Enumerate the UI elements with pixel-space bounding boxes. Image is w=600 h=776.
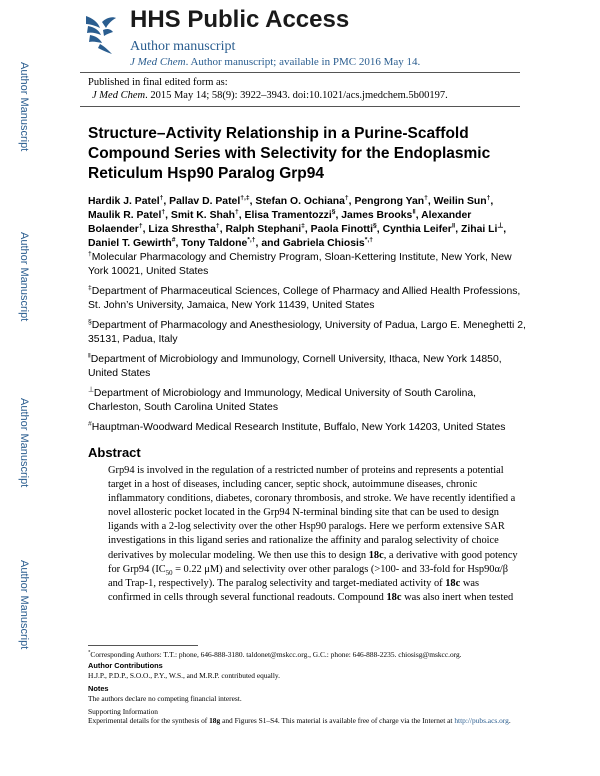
affiliation-text: Department of Pharmaceutical Sciences, College of Pharmacy and Allied Health Professions, St. John’s University, Jamaica, New York 11439, United States	[88, 286, 521, 311]
sidebar-label-2: Author Manuscript	[18, 232, 30, 322]
contributions-text: H.J.P., P.D.P., S.O.O., P.Y., W.S., and M.R.P. contributed equally.	[88, 671, 280, 680]
affiliation-text: Department of Microbiology and Immunology, Medical University of South Carolina, Charleston, South Carolina United States	[88, 388, 477, 413]
author-mark: ‖	[412, 208, 416, 216]
compound-id: 18c	[386, 591, 402, 603]
author-mark: †	[234, 208, 239, 216]
author-name: Smit K. Shah	[170, 210, 235, 221]
supporting-heading: Supporting Information	[88, 707, 158, 716]
journal-name: J Med Chem	[130, 56, 186, 68]
author-name: James Brooks	[341, 210, 413, 221]
affiliation-mark: ‡	[88, 284, 92, 292]
header-divider	[80, 72, 520, 73]
corresponding-authors	[88, 650, 528, 660]
abstract-part: was confirmed in cells through several functional readouts. Compound	[108, 577, 479, 603]
affiliation-text: Molecular Pharmacology and Chemistry Program, Sloan-Kettering Institute, New York, New York 10021, United States	[88, 252, 512, 277]
author-name: Stefan O. Ochiana	[255, 196, 345, 207]
author-list: Hardik J. Patel†, Pallav D. Patel†,‡, Stefan O. Ochiana†, Pengrong Yan†, Weilin Sun†, Maulik R. Patel†, Smit K. Shah†, Elisa Tramentozzi§, James Brooks‖, Alexander Bolaender†, Liza Shrestha†, Ralph Stephani‡, Paola Finotti§, Cynthia Leifer‖, Zihai Li⊥, Daniel T. Gewirth#, Tony Taldone*,†, and Gabriela Chiosis*,†	[88, 194, 507, 249]
author-mark: †,‡	[240, 194, 250, 202]
author-connector: and	[261, 238, 280, 249]
support-part: Experimental details for the synthesis of	[88, 716, 208, 725]
author-mark: †	[138, 222, 143, 230]
compound-id: 18c	[368, 549, 384, 561]
author-mark: †	[344, 194, 349, 202]
author-name: Gabriela Chiosis	[282, 238, 365, 249]
affiliation	[88, 319, 528, 347]
author-mark: †	[486, 194, 491, 202]
author-name: Hardik J. Patel	[88, 196, 160, 207]
affiliation	[88, 421, 528, 435]
footnote-mark: *	[88, 650, 91, 656]
affiliation	[88, 251, 528, 279]
support-compound: 18g	[209, 716, 221, 725]
affiliation-mark: ‖	[88, 352, 91, 360]
supporting-text	[88, 716, 528, 726]
author-mark: †	[159, 194, 164, 202]
affiliation-mark: ⊥	[88, 386, 94, 394]
support-part: and Figures S1–S4. This material is available free of charge via the Internet at	[222, 716, 453, 725]
author-mark: †	[424, 194, 428, 202]
citation-line	[92, 90, 448, 101]
author-name: Pallav D. Patel	[169, 196, 241, 207]
author-mark: ‖	[451, 222, 456, 230]
affiliation-text: Department of Microbiology and Immunology, Cornell University, Ithaca, New York 14850, United States	[88, 354, 502, 379]
published-label: Published in final edited form as:	[88, 77, 228, 88]
abstract-text	[108, 464, 518, 605]
author-mark: †	[161, 208, 166, 216]
contributions-heading: Author Contributions	[88, 661, 163, 670]
author-mark: ⊥	[497, 222, 504, 230]
citation-divider	[80, 106, 520, 107]
author-name: Tony Taldone	[181, 238, 248, 249]
hhs-title: HHS Public Access	[130, 6, 350, 33]
abstract-part: Grp94 is involved in the regulation of a restricted number of proteins and represents a potential target in a host of diseases, including cancer, septic shock, autoimmune diseases, chronic inflammatory conditions, diabetes, coronary thrombosis, and stroke. We have recently identified a novel allosteric pocket located in the Grp94 N-terminal binding site that can be used to design ligands with a 2-log selectivity over the other Hsp90 paralogs. Here we perform extensive SAR investigations in this ligand series and rationalize the affinity and paralog selectivity of choice derivatives by molecular modeling. We then use this to design	[108, 465, 516, 561]
sidebar-label-1: Author Manuscript	[18, 62, 30, 152]
availability-text: . Author manuscript; available in PMC 2016 May 14.	[185, 56, 421, 68]
hhs-eagle-icon	[82, 10, 118, 56]
author-name: Cynthia Leifer	[382, 224, 452, 235]
author-name: Weilin Sun	[433, 196, 487, 207]
author-name: Pengrong Yan	[354, 196, 425, 207]
corresponding-text: Corresponding Authors: T.T.: phone, 646-888-3180. taldonet@mskcc.org., G.C.: phone: 646-888-2235. chiosisg@mskcc.org.	[90, 650, 462, 659]
author-name: Elisa Tramentozzi	[244, 210, 332, 221]
notes-text: The authors declare no competing financial interest.	[88, 694, 242, 703]
sidebar-label-3: Author Manuscript	[18, 398, 30, 488]
author-mark: *,†	[364, 236, 373, 244]
author-name: Ralph Stephani	[225, 224, 302, 235]
author-mark: #	[171, 236, 176, 244]
affiliation-mark: †	[88, 250, 92, 258]
author-mark: §	[331, 208, 336, 216]
abstract-heading: Abstract	[88, 445, 141, 460]
citation-text: . 2015 May 14; 58(9): 3922–3943. doi:10.1021/acs.jmedchem.5b00197.	[145, 90, 448, 101]
citation-journal: J Med Chem	[92, 90, 146, 101]
abstract-part: = 0.22 μM) and selectivity over other paralogs (>100- and 33-fold for Hsp90α/β and Trap-1, respectively). The paralog selectivity and target-mediated activity of	[108, 563, 509, 589]
affiliation-text: Hauptman-Woodward Medical Research Institute, Buffalo, New York 14203, United States	[91, 422, 506, 433]
compound-id: 18c	[445, 577, 461, 589]
affiliation-mark: #	[88, 420, 92, 428]
author-mark: *,†	[247, 236, 256, 244]
notes-heading: Notes	[88, 684, 109, 693]
author-name: Daniel T. Gewirth	[88, 238, 172, 249]
author-mark: ‡	[301, 222, 305, 230]
availability-line	[130, 56, 420, 68]
author-name: Zihai Li	[461, 224, 498, 235]
author-name: Alexander Bolaender	[88, 210, 472, 235]
affiliation	[88, 353, 528, 381]
affiliation-text: Department of Pharmacology and Anesthesiology, University of Padua, Largo E. Meneghetti 2, 35131, Padua, Italy	[88, 320, 526, 345]
affiliation	[88, 285, 528, 313]
sidebar-label-4: Author Manuscript	[18, 560, 30, 650]
abstract-part: was also inert when tested	[401, 591, 514, 603]
affiliation-mark: §	[88, 318, 92, 326]
author-mark: †	[215, 222, 220, 230]
abstract-part: , a derivative with good potency for Grp94 (IC	[108, 549, 518, 575]
author-name: Maulik R. Patel	[88, 210, 162, 221]
pubs-link[interactable]: http://pubs.acs.org	[454, 716, 509, 725]
author-name: Liza Shrestha	[148, 224, 216, 235]
article-title: Structure–Activity Relationship in a Purine-Scaffold Compound Series with Selectivity for the Endoplasmic Reticulum Hsp90 Paralog Grp94	[88, 125, 491, 182]
affiliation	[88, 387, 528, 415]
support-end: .	[508, 716, 511, 725]
footnote-divider	[88, 645, 198, 646]
author-manuscript-label: Author manuscript	[130, 39, 236, 54]
author-mark: §	[373, 222, 377, 230]
ic50-subscript: 50	[165, 569, 173, 577]
author-name: Paola Finotti	[310, 224, 374, 235]
